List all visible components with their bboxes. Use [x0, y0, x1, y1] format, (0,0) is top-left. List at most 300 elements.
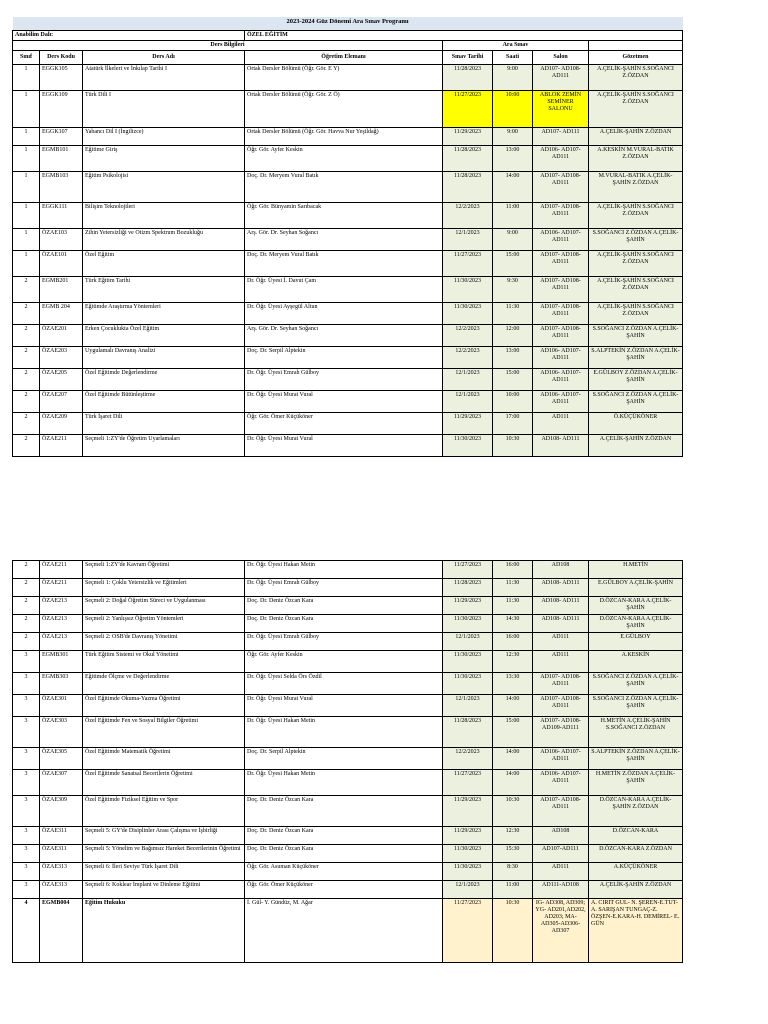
- cell-salon: AD106- AD107-AD111: [533, 748, 589, 770]
- cell-tarih: 12/2/2023: [443, 346, 493, 368]
- cell-salon: AD106- AD107-AD111: [533, 228, 589, 250]
- cell-salon: AD107- AD108-AD111: [533, 673, 589, 695]
- cell-saat: 12:30: [493, 651, 533, 673]
- cell-saat: 12:00: [493, 324, 533, 346]
- cell-ad: Eğitimde Ölçme ve Değerlendirme: [83, 673, 245, 695]
- cell-eleman: Dr. Öğr. Üyesi Murat Vural: [245, 390, 443, 412]
- cell-salon: AD111: [533, 651, 589, 673]
- cell-ad: Seçmeli 6: Koklear İmplant ve Dinleme Eğitimi: [83, 881, 245, 899]
- cell-sinif: 2: [13, 276, 40, 302]
- cell-ad: Türk Eğitim Sistemi ve Okul Yönetimi: [83, 651, 245, 673]
- cell-kod: EGMB303: [40, 673, 83, 695]
- cell-saat: 10:30: [493, 434, 533, 456]
- cell-gozetmen: S.SOĞANCI Z.ÖZDAN A.ÇELİK-ŞAHİN: [589, 228, 683, 250]
- cell-sinif: 2: [13, 561, 40, 579]
- cell-ad: Seçmeli 1:ZY'de Öğretim Uyarlamaları: [83, 434, 245, 456]
- cell-eleman: Doç. Dr. Deniz Özcan Kara: [245, 827, 443, 845]
- cell-salon: AD107- AD108-AD111: [533, 276, 589, 302]
- cell-ad: Özel Eğitimde Fiziksel Eğitim ve Spor: [83, 796, 245, 827]
- cell-gozetmen: A.ÇELİK-ŞAHİN S.SOĞANCI Z.ÖZDAN: [589, 64, 683, 90]
- cell-saat: 16:00: [493, 633, 533, 651]
- cell-salon: AD108- AD111: [533, 615, 589, 633]
- cell-kod: ÖZAE103: [40, 228, 83, 250]
- cell-ad: Eğitim Hukuku: [83, 899, 245, 963]
- table-row: [13, 827, 683, 845]
- cell-saat: 14:00: [493, 770, 533, 796]
- cell-tarih: 11/27/2023: [443, 90, 493, 127]
- group-course-info: Ders Bilgileri: [13, 40, 443, 50]
- cell-ad: Eğitimde Araştırma Yöntemleri: [83, 302, 245, 324]
- cell-sinif: 2: [13, 579, 40, 597]
- cell-ad: Bilişim Teknolojileri: [83, 202, 245, 228]
- cell-sinif: 1: [13, 171, 40, 202]
- cell-gozetmen: H.METİN Z.ÖZDAN A.ÇELİK-ŞAHİN: [589, 770, 683, 796]
- cell-gozetmen: M.VURAL-BATIK A.ÇELİK-ŞAHİN Z.ÖZDAN: [589, 171, 683, 202]
- cell-saat: 11:00: [493, 202, 533, 228]
- cell-tarih: 11/30/2023: [443, 863, 493, 881]
- cell-eleman: Arş. Gör. Dr. Seyhan Soğancı: [245, 324, 443, 346]
- cell-tarih: 11/29/2023: [443, 597, 493, 615]
- cell-salon: IG- AD308, AD309; YG- AD201,AD202, AD203; MA- AD305-AD306-AD307: [533, 899, 589, 963]
- cell-sinif: 2: [13, 434, 40, 456]
- cell-kod: ÖZAE213: [40, 615, 83, 633]
- table-row: [13, 90, 683, 127]
- cell-ad: Atatürk İlkeleri ve İnkılap Tarihi I: [83, 64, 245, 90]
- cell-kod: ÖZAE309: [40, 796, 83, 827]
- cell-saat: 14:00: [493, 695, 533, 717]
- table-row: [13, 717, 683, 748]
- cell-ad: Eğitime Giriş: [83, 145, 245, 171]
- cell-sinif: 3: [13, 651, 40, 673]
- cell-tarih: 11/28/2023: [443, 145, 493, 171]
- table-row: [13, 368, 683, 390]
- header-ad: Ders Adı: [83, 50, 245, 64]
- cell-saat: 14:30: [493, 615, 533, 633]
- cell-tarih: 11/27/2023: [443, 561, 493, 579]
- cell-tarih: 11/30/2023: [443, 651, 493, 673]
- cell-sinif: 1: [13, 250, 40, 276]
- cell-saat: 16:00: [493, 561, 533, 579]
- cell-sinif: 2: [13, 633, 40, 651]
- cell-gozetmen: S.SOĞANCI Z.ÖZDAN A.ÇELİK-ŞAHİN: [589, 390, 683, 412]
- cell-eleman: Dr. Öğr. Üyesi Emrah Gülboy: [245, 633, 443, 651]
- cell-ad: Seçmeli 5: GY'de Disiplinler Arası Çalışma ve İşbirliği: [83, 827, 245, 845]
- table-row: [13, 127, 683, 145]
- cell-saat: 14:00: [493, 748, 533, 770]
- table-row: [13, 615, 683, 633]
- table-row: [13, 250, 683, 276]
- table-row: [13, 748, 683, 770]
- cell-ad: Özel Eğitimde Sanatsal Becerilerin Öğretimi: [83, 770, 245, 796]
- cell-sinif: 3: [13, 673, 40, 695]
- cell-kod: ÖZAE307: [40, 770, 83, 796]
- cell-tarih: 12/1/2023: [443, 695, 493, 717]
- cell-kod: ÖZAE101: [40, 250, 83, 276]
- cell-eleman: Ortak Dersler Bölümü (Öğr. Gör. Z Ö): [245, 90, 443, 127]
- cell-salon: AD107- AD108-AD111: [533, 171, 589, 202]
- cell-salon: AD107- AD108-AD111: [533, 202, 589, 228]
- cell-saat: 9:00: [493, 228, 533, 250]
- cell-ad: Zihin Yetersizliği ve Otizm Spektrum Bozukluğu: [83, 228, 245, 250]
- cell-eleman: Dr. Öğr. Üyesi Ayşegül Altun: [245, 302, 443, 324]
- cell-saat: 11:30: [493, 597, 533, 615]
- cell-eleman: Öğr. Gör. Ayfer Keskin: [245, 651, 443, 673]
- cell-saat: 8:30: [493, 863, 533, 881]
- table-row: [13, 881, 683, 899]
- cell-saat: 9:00: [493, 64, 533, 90]
- table-row: [13, 597, 683, 615]
- table-row: [13, 64, 683, 90]
- cell-sinif: 3: [13, 827, 40, 845]
- cell-gozetmen: Ö.KÜÇÜKÖNER: [589, 412, 683, 434]
- cell-saat: 15:00: [493, 368, 533, 390]
- cell-kod: ÖZAE203: [40, 346, 83, 368]
- cell-saat: 12:30: [493, 827, 533, 845]
- cell-ad: Eğitim Psikolojisi: [83, 171, 245, 202]
- cell-salon: AD107- AD108-AD111: [533, 250, 589, 276]
- cell-saat: 10:30: [493, 899, 533, 963]
- cell-eleman: Doç. Dr. Deniz Özcan Kara: [245, 615, 443, 633]
- cell-salon: AD107-AD111: [533, 845, 589, 863]
- cell-gozetmen: D.ÖZCAN-KARA A.ÇELİK-ŞAHİN Z.ÖZDAN: [589, 796, 683, 827]
- cell-gozetmen: A.ÇELİK-ŞAHİN S.SOĞANCI Z.ÖZDAN: [589, 302, 683, 324]
- cell-salon: AD108- AD111: [533, 597, 589, 615]
- cell-gozetmen: S.SOĞANCI Z.ÖZDAN A.ÇELİK-ŞAHİN: [589, 695, 683, 717]
- cell-tarih: 12/1/2023: [443, 368, 493, 390]
- cell-eleman: Ortak Dersler Bölümü (Öğr. Gör. E Y): [245, 64, 443, 90]
- cell-ad: Özel Eğitimde Matematik Öğretimi: [83, 748, 245, 770]
- cell-sinif: 2: [13, 324, 40, 346]
- header-tarih: Sınav Tarihi: [443, 50, 493, 64]
- cell-gozetmen: D.ÖZCAN-KARA A.ÇELİK-ŞAHİN: [589, 597, 683, 615]
- cell-eleman: Arş. Gör. Dr. Seyhan Soğancı: [245, 228, 443, 250]
- table-row: [13, 695, 683, 717]
- cell-kod: ÖZAE301: [40, 695, 83, 717]
- cell-sinif: 2: [13, 615, 40, 633]
- cell-gozetmen: A. CIRIT GUL- N. ŞEREN-E.TUT-A. SARIŞAN TUNGAÇ-Z. ÖZŞEN-E.KARA-H. DEMİREL- E. GÜN: [589, 899, 683, 963]
- cell-tarih: 11/28/2023: [443, 171, 493, 202]
- cell-gozetmen: A.ÇELİK-ŞAHİN S.SOĞANCI Z.ÖZDAN: [589, 250, 683, 276]
- cell-kod: ÖZAE213: [40, 597, 83, 615]
- cell-gozetmen: S.ALPTEKİN Z.ÖZDAN A.ÇELİK-ŞAHİN: [589, 346, 683, 368]
- cell-eleman: Doç. Dr. Serpil Alptekin: [245, 748, 443, 770]
- cell-tarih: 12/2/2023: [443, 202, 493, 228]
- cell-saat: 13:00: [493, 145, 533, 171]
- cell-ad: Özel Eğitimde Değerlendirme: [83, 368, 245, 390]
- cell-saat: 15:00: [493, 717, 533, 748]
- cell-sinif: 1: [13, 90, 40, 127]
- cell-salon: AD106- AD107-AD111: [533, 390, 589, 412]
- cell-salon: AD108: [533, 827, 589, 845]
- group-exam: Ara Sınav: [443, 40, 589, 50]
- cell-saat: 9:30: [493, 276, 533, 302]
- cell-sinif: 4: [13, 899, 40, 963]
- cell-sinif: 2: [13, 346, 40, 368]
- cell-tarih: 11/29/2023: [443, 796, 493, 827]
- cell-eleman: Dr. Öğr. Üyesi Murat Vural: [245, 695, 443, 717]
- cell-sinif: 1: [13, 202, 40, 228]
- cell-kod: ÖZAE209: [40, 412, 83, 434]
- cell-salon: AD111: [533, 412, 589, 434]
- cell-kod: EGMB101: [40, 145, 83, 171]
- cell-sinif: 1: [13, 228, 40, 250]
- cell-eleman: Ortak Dersler Bölümü (Öğr. Gör. Havva Nur Yeşildağ): [245, 127, 443, 145]
- header-sinif: Sınıf: [13, 50, 40, 64]
- cell-gozetmen: E.GÜLBOY: [589, 633, 683, 651]
- cell-tarih: 12/2/2023: [443, 324, 493, 346]
- cell-kod: EGGK109: [40, 90, 83, 127]
- cell-tarih: 11/30/2023: [443, 845, 493, 863]
- cell-salon: AD108- AD111: [533, 579, 589, 597]
- cell-ad: Seçmeli 5: Yönelim ve Bağımsız Hareket Becerilerinin Öğretimi: [83, 845, 245, 863]
- cell-sinif: 3: [13, 881, 40, 899]
- cell-tarih: 11/30/2023: [443, 302, 493, 324]
- table-row: [13, 145, 683, 171]
- table-row: [13, 228, 683, 250]
- cell-tarih: 11/29/2023: [443, 127, 493, 145]
- cell-eleman: Doç. Dr. Serpil Alptekin: [245, 346, 443, 368]
- table-row: [13, 673, 683, 695]
- department-label: Anabilim Dalı:: [13, 30, 245, 40]
- header-gozetmen: Gözetmen: [589, 50, 683, 64]
- cell-kod: ÖZAE211: [40, 434, 83, 456]
- cell-kod: EGGK107: [40, 127, 83, 145]
- cell-salon: AD107- AD108-AD111: [533, 64, 589, 90]
- cell-tarih: 12/1/2023: [443, 228, 493, 250]
- cell-ad: Türk Dili I: [83, 90, 245, 127]
- cell-kod: EGMB301: [40, 651, 83, 673]
- cell-ad: Özel Eğitimde Bütünleştirme: [83, 390, 245, 412]
- cell-gozetmen: D.ÖZCAN-KARA A.ÇELİK-ŞAHİN: [589, 615, 683, 633]
- cell-gozetmen: S.ALPTEKİN Z.ÖZDAN A.ÇELİK-ŞAHİN: [589, 748, 683, 770]
- cell-kod: ÖZAE305: [40, 748, 83, 770]
- cell-tarih: 11/30/2023: [443, 434, 493, 456]
- cell-sinif: 2: [13, 368, 40, 390]
- cell-tarih: 11/27/2023: [443, 250, 493, 276]
- cell-saat: 15:30: [493, 845, 533, 863]
- cell-gozetmen: A.KESKİN: [589, 651, 683, 673]
- cell-saat: 13:30: [493, 673, 533, 695]
- cell-gozetmen: S.SOĞANCI Z.ÖZDAN A.ÇELİK-ŞAHİN: [589, 324, 683, 346]
- cell-gozetmen: H.METİN: [589, 561, 683, 579]
- table-row: [13, 561, 683, 579]
- table-row: [13, 202, 683, 228]
- table-row: [13, 845, 683, 863]
- cell-sinif: 1: [13, 145, 40, 171]
- cell-gozetmen: A.KÜÇÜKÖNER: [589, 863, 683, 881]
- cell-gozetmen: S.SOĞANCI Z.ÖZDAN A.ÇELİK-ŞAHİN: [589, 673, 683, 695]
- cell-saat: 10:00: [493, 90, 533, 127]
- cell-ad: Uygulamalı Davranış Analizi: [83, 346, 245, 368]
- cell-salon: AD111-AD108: [533, 881, 589, 899]
- cell-kod: EGMB004: [40, 899, 83, 963]
- cell-gozetmen: H.METİN A.ÇELİK-ŞAHİN S.SOĞANCI Z.ÖZDAN: [589, 717, 683, 748]
- cell-sinif: 3: [13, 796, 40, 827]
- cell-gozetmen: A.ÇELİK-ŞAHİN S.SOĞANCI Z.ÖZDAN: [589, 202, 683, 228]
- cell-salon: AD106- AD107-AD111: [533, 346, 589, 368]
- cell-salon: AD107- AD108-AD111: [533, 324, 589, 346]
- cell-kod: EGMB103: [40, 171, 83, 202]
- cell-salon: AD107- AD108-AD111: [533, 796, 589, 827]
- cell-gozetmen: D.ÖZCAN-KARA Z.ÖZDAN: [589, 845, 683, 863]
- group-empty: [589, 40, 683, 50]
- cell-eleman: Dr. Öğr. Üyesi Emrah Gülboy: [245, 579, 443, 597]
- cell-saat: 11:30: [493, 302, 533, 324]
- cell-eleman: Öğr. Gör. Asuman Küçüköner: [245, 863, 443, 881]
- cell-eleman: Dr. Öğr. Üyesi Emrah Gülboy: [245, 368, 443, 390]
- table-row: [13, 899, 683, 963]
- cell-kod: ÖZAE205: [40, 368, 83, 390]
- cell-tarih: 11/30/2023: [443, 276, 493, 302]
- table-row: [13, 171, 683, 202]
- cell-gozetmen: D.ÖZCAN-KARA: [589, 827, 683, 845]
- cell-kod: ÖZAE201: [40, 324, 83, 346]
- header-eleman: Öğretim Elemanı: [245, 50, 443, 64]
- table-row: [13, 390, 683, 412]
- cell-tarih: 11/29/2023: [443, 827, 493, 845]
- cell-ad: Özel Eğitim: [83, 250, 245, 276]
- cell-gozetmen: A.ÇELİK-ŞAHİN Z.ÖZDAN: [589, 881, 683, 899]
- cell-ad: Seçmeli 1: Çoklu Yetersizlik ve Eğitimleri: [83, 579, 245, 597]
- cell-salon: AD108: [533, 561, 589, 579]
- cell-kod: ÖZAE303: [40, 717, 83, 748]
- cell-saat: 10:30: [493, 796, 533, 827]
- cell-gozetmen: E.GÜLBOY A.ÇELİK-ŞAHİN: [589, 579, 683, 597]
- table-row: [13, 346, 683, 368]
- cell-ad: Seçmeli 2: OSB'de Davranış Yönetimi: [83, 633, 245, 651]
- cell-tarih: 11/30/2023: [443, 615, 493, 633]
- cell-gozetmen: A.ÇELİK-ŞAHİN Z.ÖZDAN: [589, 127, 683, 145]
- cell-ad: Özel Eğitimde Fen ve Sosyal Bilgiler Öğretimi: [83, 717, 245, 748]
- cell-gozetmen: E.GÜLBOY Z.ÖZDAN A.ÇELİK-ŞAHİN: [589, 368, 683, 390]
- cell-saat: 11:00: [493, 881, 533, 899]
- cell-kod: ÖZAE207: [40, 390, 83, 412]
- exam-table-page-2: [12, 560, 683, 963]
- cell-tarih: 11/28/2023: [443, 717, 493, 748]
- cell-tarih: 12/2/2023: [443, 748, 493, 770]
- cell-eleman: Dr. Öğr. Üyesi Selda Örs Özdil: [245, 673, 443, 695]
- cell-saat: 15:00: [493, 250, 533, 276]
- cell-eleman: İ. Gül- Y. Gündüz, M. Ağar: [245, 899, 443, 963]
- cell-gozetmen: A.ÇELİK-ŞAHİN S.SOĞANCI Z.ÖZDAN: [589, 276, 683, 302]
- cell-sinif: 3: [13, 845, 40, 863]
- cell-salon: ABLOK ZEMİN SEMİNER SALONU: [533, 90, 589, 127]
- table-row: [13, 770, 683, 796]
- cell-kod: EGMB201: [40, 276, 83, 302]
- cell-saat: 17:00: [493, 412, 533, 434]
- cell-salon: AD107- AD111: [533, 127, 589, 145]
- cell-sinif: 3: [13, 748, 40, 770]
- cell-sinif: 2: [13, 390, 40, 412]
- cell-salon: AD111: [533, 863, 589, 881]
- cell-kod: ÖZAE211: [40, 561, 83, 579]
- cell-gozetmen: A.ÇELİK-ŞAHİN Z.ÖZDAN: [589, 434, 683, 456]
- cell-sinif: 3: [13, 863, 40, 881]
- cell-saat: 13:00: [493, 346, 533, 368]
- cell-salon: AD106- AD107-AD111: [533, 770, 589, 796]
- cell-sinif: 2: [13, 597, 40, 615]
- cell-tarih: 12/1/2023: [443, 881, 493, 899]
- table-row: [13, 633, 683, 651]
- cell-kod: EGGK105: [40, 64, 83, 90]
- cell-ad: Seçmeli 6: İleri Seviye Türk İşaret Dili: [83, 863, 245, 881]
- cell-tarih: 11/27/2023: [443, 770, 493, 796]
- cell-sinif: 1: [13, 64, 40, 90]
- cell-eleman: Dr. Öğr. Üyesi Hakan Metin: [245, 717, 443, 748]
- header-kod: Ders Kodu: [40, 50, 83, 64]
- cell-ad: Yabancı Dil I (İngilizce): [83, 127, 245, 145]
- cell-kod: EGGK111: [40, 202, 83, 228]
- header-salon: Salon: [533, 50, 589, 64]
- exam-table-page-1: [12, 17, 683, 457]
- cell-kod: ÖZAE313: [40, 881, 83, 899]
- cell-salon: AD107- AD108-AD111: [533, 302, 589, 324]
- cell-gozetmen: A.KESKİN M.VURAL-BATIK Z.ÖZDAN: [589, 145, 683, 171]
- cell-ad: Özel Eğitimde Okuma-Yazma Öğretimi: [83, 695, 245, 717]
- cell-eleman: Dr. Öğr. Üyesi Murat Vural: [245, 434, 443, 456]
- cell-tarih: 12/1/2023: [443, 390, 493, 412]
- cell-eleman: Doç. Dr. Meryem Vural Batık: [245, 171, 443, 202]
- cell-tarih: 11/29/2023: [443, 412, 493, 434]
- cell-sinif: 2: [13, 412, 40, 434]
- cell-saat: 10:00: [493, 390, 533, 412]
- cell-kod: ÖZAE311: [40, 827, 83, 845]
- cell-sinif: 3: [13, 695, 40, 717]
- cell-eleman: Doç. Dr. Deniz Özcan Kara: [245, 796, 443, 827]
- cell-eleman: Dr. Öğr. Üyesi Hakan Metin: [245, 770, 443, 796]
- cell-sinif: 3: [13, 717, 40, 748]
- cell-eleman: Öğr. Gör. Ayfer Keskin: [245, 145, 443, 171]
- table-row: [13, 796, 683, 827]
- table-row: [13, 579, 683, 597]
- cell-eleman: Doç. Dr. Deniz Özcan Kara: [245, 597, 443, 615]
- table-row: [13, 276, 683, 302]
- cell-kod: ÖZAE213: [40, 633, 83, 651]
- cell-ad: Seçmeli 2: Yanlışsız Öğretim Yöntemleri: [83, 615, 245, 633]
- cell-ad: Türk Eğitim Tarihi: [83, 276, 245, 302]
- cell-tarih: 11/27/2023: [443, 899, 493, 963]
- cell-salon: AD106- AD107-AD111: [533, 145, 589, 171]
- cell-sinif: 1: [13, 127, 40, 145]
- cell-ad: Seçmeli 2: Doğal Öğretim Süreci ve Uygulanması: [83, 597, 245, 615]
- table-row: [13, 302, 683, 324]
- cell-saat: 14:00: [493, 171, 533, 202]
- table-row: [13, 863, 683, 881]
- cell-tarih: 11/28/2023: [443, 579, 493, 597]
- cell-salon: AD107- AD108- AD109-AD111: [533, 717, 589, 748]
- cell-tarih: 12/1/2023: [443, 633, 493, 651]
- header-saat: Saati: [493, 50, 533, 64]
- cell-eleman: Dr. Öğr. Üyesi İ. Davut Çam: [245, 276, 443, 302]
- cell-sinif: 2: [13, 302, 40, 324]
- cell-ad: Türk İşaret Dili: [83, 412, 245, 434]
- cell-eleman: Öğr. Gör. Bünyamin Sarıbacak: [245, 202, 443, 228]
- table-row: [13, 412, 683, 434]
- cell-ad: Seçmeli 1:ZY'de Kavram Öğretimi: [83, 561, 245, 579]
- table-row: [13, 324, 683, 346]
- page-title: 2023-2024 Güz Dönemi Ara Sınav Programı: [13, 17, 683, 30]
- cell-tarih: 11/30/2023: [443, 673, 493, 695]
- table-row: [13, 434, 683, 456]
- cell-sinif: 3: [13, 770, 40, 796]
- cell-eleman: Doç. Dr. Deniz Özcan Kara: [245, 845, 443, 863]
- cell-eleman: Doç. Dr. Meryem Vural Batık: [245, 250, 443, 276]
- cell-saat: 11:30: [493, 579, 533, 597]
- cell-salon: AD111: [533, 633, 589, 651]
- cell-kod: EGMB 204: [40, 302, 83, 324]
- cell-eleman: Dr. Öğr. Üyesi Hakan Metin: [245, 561, 443, 579]
- cell-tarih: 11/28/2023: [443, 64, 493, 90]
